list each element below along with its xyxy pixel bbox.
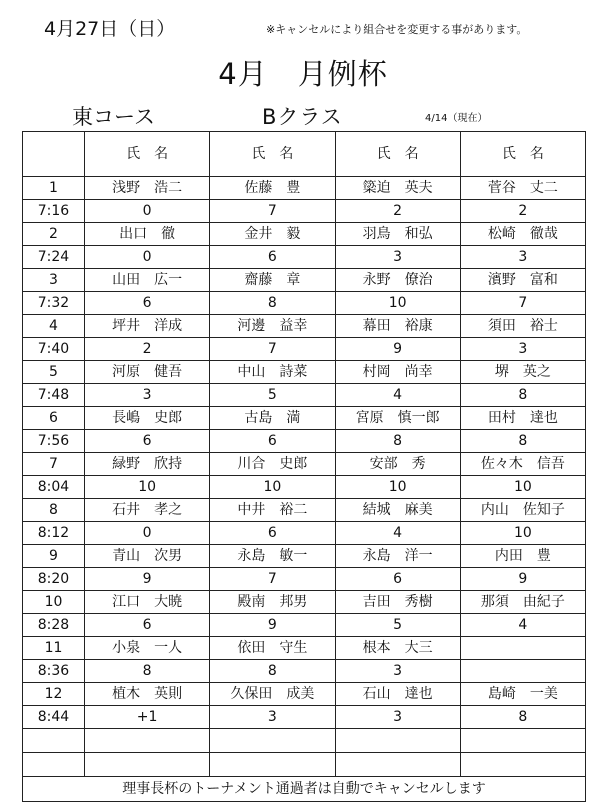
tee-time: 8:12 (23, 522, 85, 545)
player-name: 安部 秀 (335, 453, 460, 476)
player-name: 浅野 浩二 (85, 177, 210, 200)
player-handicap: +1 (85, 706, 210, 729)
player-handicap: 6 (85, 614, 210, 637)
player-name: 古島 満 (210, 407, 335, 430)
player-handicap: 10 (85, 476, 210, 499)
player-handicap: 0 (85, 522, 210, 545)
tee-time: 7:56 (23, 430, 85, 453)
empty-row (23, 753, 586, 777)
group-number: 1 (23, 177, 85, 200)
player-handicap: 8 (460, 430, 585, 453)
player-handicap: 9 (210, 614, 335, 637)
player-handicap: 0 (85, 246, 210, 269)
group-hcp-row (23, 338, 586, 361)
player-handicap: 6 (210, 430, 335, 453)
header-corner-cell (23, 132, 85, 177)
player-handicap: 5 (335, 614, 460, 637)
player-name: 永島 洋一 (335, 545, 460, 568)
player-name: 長嶋 史郎 (85, 407, 210, 430)
tee-time: 8:36 (23, 660, 85, 683)
group-name-row (23, 269, 586, 292)
tee-time: 8:04 (23, 476, 85, 499)
player-handicap: 2 (85, 338, 210, 361)
player-name: 中山 詩菜 (210, 361, 335, 384)
group-number: 6 (23, 407, 85, 430)
player-handicap: 3 (335, 660, 460, 683)
group-name-row (23, 223, 586, 246)
group-hcp-row (23, 706, 586, 729)
player-name: 殿南 邦男 (210, 591, 335, 614)
empty-cell (85, 729, 210, 753)
player-name: 永島 敏一 (210, 545, 335, 568)
tee-time: 8:44 (23, 706, 85, 729)
player-name: 内田 豊 (460, 545, 585, 568)
tee-time: 8:28 (23, 614, 85, 637)
player-handicap: 4 (335, 384, 460, 407)
player-handicap: 6 (85, 292, 210, 315)
footer-note: 理事長杯のトーナメント通過者は自動でキャンセルします (23, 777, 586, 802)
player-name: 那須 由紀子 (460, 591, 585, 614)
player-name: 村岡 尚幸 (335, 361, 460, 384)
player-name: 石山 達也 (335, 683, 460, 706)
tee-time: 7:24 (23, 246, 85, 269)
name-header: 氏 名 (210, 132, 335, 177)
player-name: 金井 毅 (210, 223, 335, 246)
player-handicap (460, 660, 585, 683)
player-name: 簗迫 英夫 (335, 177, 460, 200)
group-number: 10 (23, 591, 85, 614)
group-hcp-row (23, 200, 586, 223)
player-name (460, 637, 585, 660)
group-hcp-row (23, 568, 586, 591)
player-handicap: 7 (210, 568, 335, 591)
group-number: 4 (23, 315, 85, 338)
player-name: 山田 広一 (85, 269, 210, 292)
empty-cell (23, 753, 85, 777)
group-number: 11 (23, 637, 85, 660)
player-name: 久保田 成美 (210, 683, 335, 706)
player-handicap: 10 (335, 292, 460, 315)
player-handicap: 3 (335, 246, 460, 269)
group-number: 5 (23, 361, 85, 384)
player-handicap: 3 (335, 706, 460, 729)
group-name-row (23, 637, 586, 660)
player-name: 川合 史郎 (210, 453, 335, 476)
group-number: 7 (23, 453, 85, 476)
player-name: 石井 孝之 (85, 499, 210, 522)
name-header: 氏 名 (335, 132, 460, 177)
player-name: 青山 次男 (85, 545, 210, 568)
player-handicap: 2 (460, 200, 585, 223)
player-name: 堺 英之 (460, 361, 585, 384)
event-date: 4月27日（日） (44, 18, 176, 40)
group-name-row (23, 591, 586, 614)
player-handicap: 9 (335, 338, 460, 361)
player-handicap: 7 (210, 338, 335, 361)
player-name: 松崎 徹哉 (460, 223, 585, 246)
player-name: 吉田 秀樹 (335, 591, 460, 614)
class-name: Bクラス (262, 105, 343, 129)
player-name: 結城 麻美 (335, 499, 460, 522)
group-name-row (23, 545, 586, 568)
player-handicap: 8 (210, 292, 335, 315)
group-hcp-row (23, 246, 586, 269)
group-number: 8 (23, 499, 85, 522)
player-name: 島崎 一美 (460, 683, 585, 706)
player-name: 根本 大三 (335, 637, 460, 660)
as-of-date: 4/14（現在） (425, 113, 488, 124)
group-number: 3 (23, 269, 85, 292)
group-name-row (23, 177, 586, 200)
player-handicap: 3 (460, 246, 585, 269)
player-handicap: 10 (460, 476, 585, 499)
player-handicap: 6 (85, 430, 210, 453)
player-name: 田村 達也 (460, 407, 585, 430)
group-hcp-row (23, 384, 586, 407)
pairings-table (22, 131, 586, 802)
page-title: 4月 月例杯 (218, 57, 388, 91)
player-handicap: 6 (210, 522, 335, 545)
empty-row (23, 729, 586, 753)
player-name: 佐藤 豊 (210, 177, 335, 200)
player-name: 坪井 洋成 (85, 315, 210, 338)
player-handicap: 7 (210, 200, 335, 223)
player-handicap: 3 (85, 384, 210, 407)
tee-time: 7:48 (23, 384, 85, 407)
player-name: 佐々木 信吾 (460, 453, 585, 476)
empty-cell (335, 753, 460, 777)
name-header: 氏 名 (85, 132, 210, 177)
player-name: 須田 裕士 (460, 315, 585, 338)
player-name: 菅谷 丈二 (460, 177, 585, 200)
group-hcp-row (23, 292, 586, 315)
group-name-row (23, 361, 586, 384)
group-hcp-row (23, 614, 586, 637)
group-name-row (23, 683, 586, 706)
player-handicap: 10 (210, 476, 335, 499)
player-name: 宮原 慎一郎 (335, 407, 460, 430)
tee-time: 7:40 (23, 338, 85, 361)
player-name: 羽鳥 和弘 (335, 223, 460, 246)
player-handicap: 8 (210, 660, 335, 683)
player-handicap: 4 (335, 522, 460, 545)
player-handicap: 5 (210, 384, 335, 407)
player-name: 齋藤 章 (210, 269, 335, 292)
cancellation-notice: ※キャンセルにより組合せを変更する事があります。 (266, 23, 528, 36)
player-handicap: 8 (460, 706, 585, 729)
empty-cell (460, 753, 585, 777)
group-number: 2 (23, 223, 85, 246)
player-name: 河原 健吾 (85, 361, 210, 384)
player-handicap: 8 (335, 430, 460, 453)
group-name-row (23, 499, 586, 522)
player-handicap: 6 (210, 246, 335, 269)
player-handicap: 2 (335, 200, 460, 223)
player-handicap: 0 (85, 200, 210, 223)
group-hcp-row (23, 430, 586, 453)
tee-time: 7:16 (23, 200, 85, 223)
footer-row (23, 777, 586, 802)
group-name-row (23, 453, 586, 476)
group-number: 12 (23, 683, 85, 706)
player-handicap: 4 (460, 614, 585, 637)
player-name: 永野 僚治 (335, 269, 460, 292)
group-name-row (23, 315, 586, 338)
player-handicap: 6 (335, 568, 460, 591)
name-header: 氏 名 (460, 132, 585, 177)
player-handicap: 8 (85, 660, 210, 683)
group-hcp-row (23, 476, 586, 499)
tee-time: 7:32 (23, 292, 85, 315)
player-name: 中井 裕二 (210, 499, 335, 522)
player-name: 河邊 益幸 (210, 315, 335, 338)
player-handicap: 10 (335, 476, 460, 499)
course-name: 東コース (72, 105, 155, 129)
empty-cell (460, 729, 585, 753)
group-hcp-row (23, 660, 586, 683)
player-handicap: 3 (210, 706, 335, 729)
group-number: 9 (23, 545, 85, 568)
player-handicap: 7 (460, 292, 585, 315)
player-handicap: 9 (460, 568, 585, 591)
player-name: 内山 佐知子 (460, 499, 585, 522)
empty-cell (210, 729, 335, 753)
player-handicap: 9 (85, 568, 210, 591)
player-name: 依田 守生 (210, 637, 335, 660)
player-handicap: 10 (460, 522, 585, 545)
header-row (23, 132, 586, 177)
player-name: 濱野 富和 (460, 269, 585, 292)
player-name: 植木 英則 (85, 683, 210, 706)
empty-cell (335, 729, 460, 753)
group-hcp-row (23, 522, 586, 545)
player-name: 出口 徹 (85, 223, 210, 246)
player-name: 小泉 一人 (85, 637, 210, 660)
player-name: 幕田 裕康 (335, 315, 460, 338)
empty-cell (85, 753, 210, 777)
empty-cell (210, 753, 335, 777)
player-handicap: 8 (460, 384, 585, 407)
player-name: 緑野 欣持 (85, 453, 210, 476)
empty-cell (23, 729, 85, 753)
tee-time: 8:20 (23, 568, 85, 591)
group-name-row (23, 407, 586, 430)
player-name: 江口 大暁 (85, 591, 210, 614)
player-handicap: 3 (460, 338, 585, 361)
